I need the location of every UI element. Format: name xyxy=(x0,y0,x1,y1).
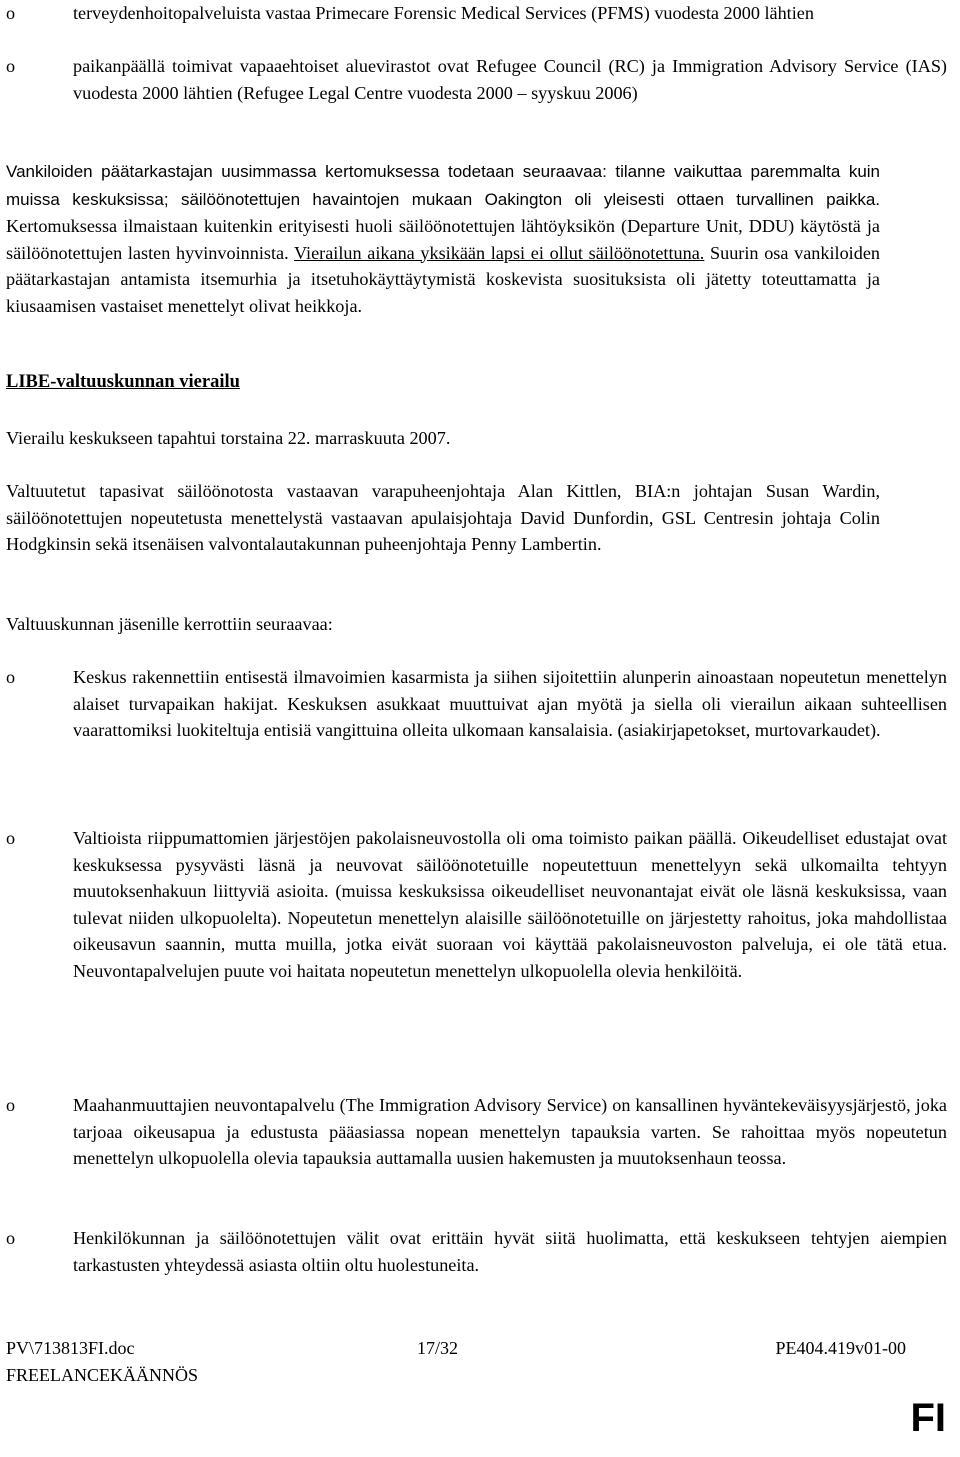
inspection-paragraph xyxy=(6,158,880,319)
page-number: 17/32 xyxy=(417,1338,459,1358)
bullet-text: terveydenhoitopalveluista vastaa Primecare Forensic Medical Services (PFMS) vuodesta 2000 lähtien xyxy=(73,3,814,23)
bullet-text: Keskus rakennettiin entisestä ilmavoimien kasarmista ja siihen sijoitettiin alunperin ainoastaan nopeutetun menettelyn alaiset turvapaikan hakijat. Keskuksen asukkaat muuttuivat ajan myötä ja siella oli vierailun aikaan suhteellisen vaarattomiksi luokiteltuja entisiä vangittuina olleita ulkomaan kansalaisia. (asiakirjapetokset, murtovarkaudet). xyxy=(73,667,947,740)
language-code: FI xyxy=(910,1396,946,1440)
list-item xyxy=(6,1092,947,1172)
list-item xyxy=(6,825,947,984)
translation-note: FREELANCEKÄÄNNÖS xyxy=(6,1365,199,1385)
doc-reference: PV\713813FI.doc xyxy=(6,1338,135,1358)
inspection-children-note: Vierailun aikana yksikään lapsi ei ollut säilöönotettuna. xyxy=(294,242,705,263)
inspection-concerns: Kertomuksessa ilmaistaan kuitenkin erityisesti huoli säilöönotettujen lähtöyksikön (Departure Unit, DDU) käytöstä ja säilöönotettujen lasten hyvinvoinnista. xyxy=(6,216,880,263)
bullet-text: Henkilökunnan ja säilöönotettujen välit ovat erittäin hyvät siitä huolimatta, että keskukseen tehtyjen aiempien tarkastusten yhteydessä asiasta oltiin oltu huolestuneita. xyxy=(73,1228,947,1275)
pe-reference: PE404.419v01-00 xyxy=(775,1338,906,1358)
bullet-marker: o xyxy=(6,1095,16,1115)
bullet-marker: o xyxy=(6,56,16,76)
bullet-marker: o xyxy=(6,3,16,23)
inspection-findings: Vankiloiden päätarkastajan uusimmassa kertomuksessa todetaan seuraavaa: tilanne vaikuttaa paremmalta kuin muissa keskuksissa; säilöönotettujen havaintojen mukaan Oakington oli yleisesti ottaen turvallinen paikka. xyxy=(6,162,880,209)
bullet-text: Maahanmuuttajien neuvontapalvelu (The Immigration Advisory Service) on kansallinen hyväntekeväisyysjärjestö, joka tarjoaa oikeusapua ja edustusta pääasiassa nopean menettelyn tapauksia varten. Se rahoittaa myös nopeutetun menettelyn ulkopuolella olevia tapauksia auttamalla uusien hakemusten ja muutoksenhaun teossa. xyxy=(73,1095,947,1168)
inspection-rest: Suurin osa vankiloiden päätarkastajan antamista itsemurhia ja itsetuhokäyttäytymistä koskevista suosituksista oli jätetty toteuttamatta ja kiusaamisen vastaiset menettelyt olivat heikkoja. xyxy=(6,242,880,316)
intro-line: Valtuuskunnan jäsenille kerrottiin seuraavaa: xyxy=(6,614,333,634)
visit-date: Vierailu keskukseen tapahtui torstaina 22. marraskuuta 2007. xyxy=(6,428,451,448)
section-heading: LIBE-valtuuskunnan vierailu xyxy=(6,372,240,392)
bullet-text: paikanpäällä toimivat vapaaehtoiset aluevirastot ovat Refugee Council (RC) ja Immigration Advisory Service (IAS) vuodesta 2000 lähtien (Refugee Legal Centre vuodesta 2000 – syyskuu 2006) xyxy=(73,56,947,103)
list-item xyxy=(6,53,947,106)
bullet-marker: o xyxy=(6,828,16,848)
bullet-text: Valtioista riippumattomien järjestöjen pakolaisneuvostolla oli oma toimisto paikan päällä. Oikeudelliset edustajat ovat keskuksessa pysyvästi läsnä ja neuvovat säilöönotetuille nopeutettuun menettelyyn sekä ulkomailta tehtyyn muutoksenhakuun liittyviä asioita. (muissa keskuksissa oikeudelliset neuvonantajat eivät ole läsnä keskuksissa, vaan tulevat niiden ulkopuolelta). Nopeutetun menettelyn alaisille säilöönotetuille on järjestetty rahoitus, joka mahdollistaa oikeusavun saannin, mutta muilla, jotka eivät suoraan voi käyttää pakolaisneuvoston palveluja, ei ole tätä etua. Neuvontapalvelujen puute voi haitata nopeutetun menettelyn ulkopuolella olevia henkilöitä. xyxy=(73,828,947,981)
bullet-marker: o xyxy=(6,1228,16,1248)
list-item xyxy=(6,0,947,27)
bullet-marker: o xyxy=(6,667,16,687)
delegates-paragraph: Valtuutetut tapasivat säilöönotosta vastaavan varapuheenjohtaja Alan Kittlen, BIA:n johtajan Susan Wardin, säilöönotettujen nopeutetusta menettelystä vastaavan apulaisjohtaja David Dunfordin, GSL Centresin johtaja Colin Hodgkinsin sekä itsenäisen valvontalautakunnan puheenjohtaja Penny Lambertin. xyxy=(6,481,880,554)
list-item xyxy=(6,664,947,744)
list-item xyxy=(6,1225,947,1278)
